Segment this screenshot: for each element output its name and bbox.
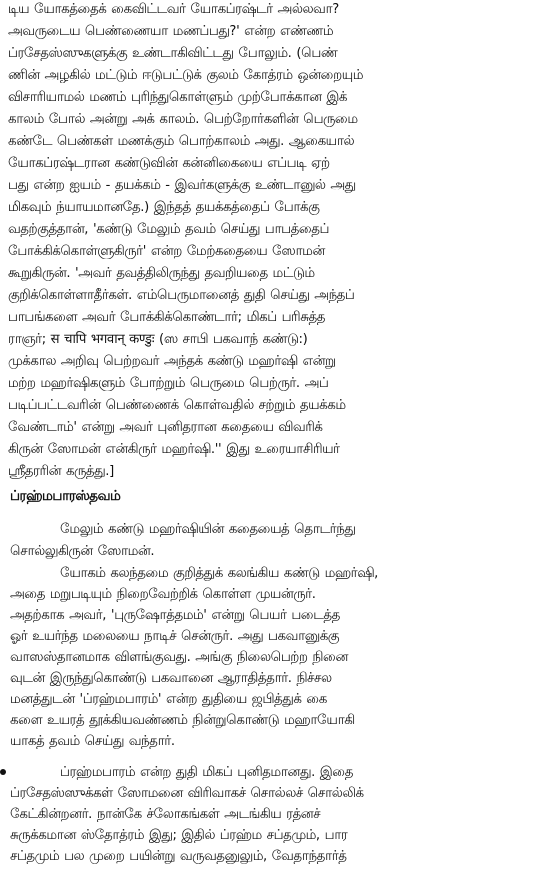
text-line: சுருக்கமான ஸ்தோத்ரம் இது; இதில் ப்ரஹ்ம சப்தமும், பார bbox=[10, 828, 348, 843]
text-line: குறிக்கொள்ளாதீர்கள். எம்பெருமானைத் துதி செய்து அந்தப் bbox=[8, 288, 355, 303]
text-line: பாபங்களை அவர் போக்கிக்கொண்டார்; மிகப் பரிசுத்த bbox=[8, 310, 325, 325]
text-line: படிப்பட்டவரின் பெண்ணைக் கொள்வதில் சற்றும் தயக்கம் bbox=[8, 398, 346, 413]
text-line: டிய யோகத்தைக் கைவிட்டவர் யோகப்ரஷ்டர் அல்லவா? bbox=[8, 2, 339, 17]
text-line: விசாரியாமல் மணம் புரிந்துகொள்ளும் முற்போக்கான இக் bbox=[8, 90, 348, 105]
text-line: சப்தமும் பல முறை பயின்று வருவதனுலும், வேதாந்தார்த் bbox=[10, 849, 347, 864]
text-line: வேண்டாம்' என்று அவர் புனிதரான கதையை விவரிக் bbox=[8, 420, 323, 435]
text-line: காலம் போல் அன்று அக் காலம். பெற்றோர்களின் பெருமை bbox=[8, 112, 358, 127]
text-line: யாகத் தவம் செய்து வந்தார். bbox=[10, 734, 175, 749]
text-line: அதற்காக அவர், 'புருஷோத்தமம்' என்று பெயர் படைத்த bbox=[10, 608, 340, 623]
text-line: போக்கிக்கொள்ளுகிருர்' என்ற மேற்கதையை ஸோமன் bbox=[8, 244, 325, 259]
text-line: கூறுகிருன். 'அவர் தவத்திலிருந்து தவறியதை மட்டும் bbox=[8, 266, 315, 281]
text-line: யோகப்ரஷ்டரான கண்டுவின் கன்னிகையை எப்படி ஏற் bbox=[8, 156, 330, 171]
text-line: அதை மறுபடியும் நிறைவேற்றிக் கொள்ள முயன்ருர். bbox=[10, 587, 316, 602]
text-line: மனத்துடன் 'ப்ரஹ்மபாரம்' என்ற துதியை ஜபித்துக் கை bbox=[10, 692, 327, 707]
text-line: ப்ரஹ்மபாரம் என்ற துதி மிகப் புனிதமானது. இதை bbox=[60, 765, 353, 780]
text-line: மற்ற மஹர்ஷிகளும் போற்றும் பெருமை பெற்ருர். அப் bbox=[8, 376, 329, 391]
text-line: யோகம் கலந்தமை குறித்துக் கலங்கிய கண்டு மஹர்ஷி, bbox=[60, 566, 378, 581]
text-line: கேட்கின்றனர். நான்கே ச்லோகங்கள் அடங்கிய ரத்னச் bbox=[10, 807, 321, 822]
text-line: ஓர் உயர்ந்த மலையை நாடிச் சென்ருர். அது பகவானுக்கு bbox=[10, 629, 340, 644]
text-line: மேலும் கண்டு மஹர்ஷியின் கதையைத் தொடர்ந்து bbox=[60, 522, 356, 537]
text-line: ஸ்ரீதரரின் கருத்து.] bbox=[8, 464, 114, 479]
text-line: மிகவும் ந்யாயமானதே.) இந்தத் தயக்கத்தைப் போக்கு bbox=[8, 200, 320, 215]
text-line: ராஞர்; स चापि भगवान् कण्डुः (ஸ சாபி பகவாந் கண்டு:) bbox=[8, 332, 308, 347]
text-line: கண்டே பெண்கள் மணக்கும் பொற்காலம் அது. ஆகையால் bbox=[8, 134, 355, 149]
text-line: முக்கால அறிவு பெற்றவர் அந்தக் கண்டு மஹர்ஷி என்று bbox=[8, 354, 336, 369]
text-line: வதற்குத்தான், 'கண்டு மேலும் தவம் செய்து பாபத்தைப் bbox=[8, 222, 330, 237]
text-line: கிருன் ஸோமன் என்கிருர் மஹர்ஷி.'' இது உரையாசிரியர் bbox=[8, 442, 340, 457]
text-line: சொல்லுகிருன் ஸோமன். bbox=[10, 544, 155, 559]
margin-bullet bbox=[0, 769, 6, 775]
text-line: வாஸஸ்தானமாக விளங்குவது. அங்கு நிலைபெற்ற நினை bbox=[10, 650, 348, 665]
text-line: பது என்ற ஐயம் - தயக்கம் - இவர்களுக்கு உண்டானுல் அது bbox=[8, 178, 356, 193]
text-line: வுடன் இருந்துகொண்டு பகவானை ஆராதித்தார். நிச்சல bbox=[10, 671, 332, 686]
text-line: ணின் அழகில் மட்டும் ஈடுபட்டுக் குலம் கோத்ரம் ஒன்றையும் bbox=[8, 68, 363, 83]
text-line: ப்ரசேதஸ்ஸுக்கள் ஸோமனை விரிவாகச் சொல்லச் சொல்லிக் bbox=[10, 786, 364, 801]
text-line: களை உயரத் தூக்கியவண்ணம் நின்றுகொண்டு மஹாயோகி bbox=[10, 713, 355, 728]
section-heading: ப்ரஹ்மபாரஸ்தவம் bbox=[10, 489, 121, 504]
text-line: அவருடைய பெண்ணையா மணப்பது?' என்ற எண்ணம் bbox=[8, 24, 334, 39]
text-line: ப்ரசேதஸ்ஸுகளுக்கு உண்டாகிவிட்டது போலும். (பெண் bbox=[8, 46, 338, 61]
